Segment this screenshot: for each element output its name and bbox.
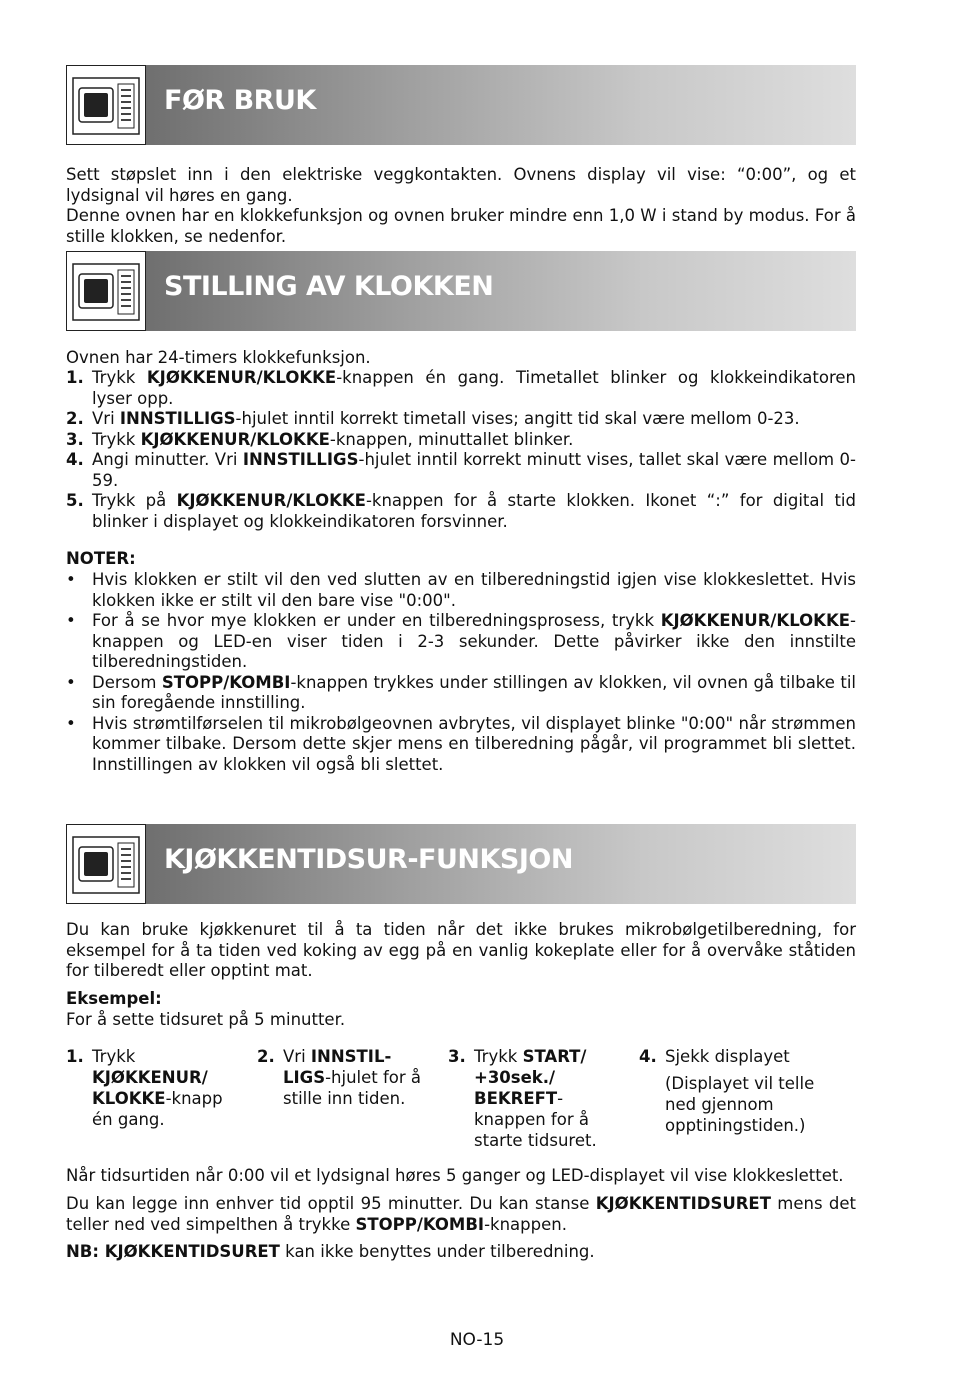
example-text: For å sette tidsuret på 5 minutter. — [66, 1010, 346, 1029]
timer-step: 1. Trykk KJØKKENUR/ KLOKKE-knapp én gang. — [66, 1047, 223, 1129]
microwave-icon — [66, 65, 146, 145]
list-item: 2. Vri INNSTILLIGS-hjulet inntil korrekt timetall vises; angitt tid skal være mellom 0-23. — [66, 409, 800, 428]
list-item: • Hvis strømtilførselen til mikrobølgeovnen avbrytes, vil displayet blinke "0:00" når strømmen kommer tilbake. Dersom dette skjer mens en tilberedning pågår, vil programmet bli slettet. Innstillingen av klokken vil også bli slettet. — [66, 713, 856, 774]
section-title: STILLING AV KLOKKEN — [164, 271, 494, 302]
paragraph: Sett støpslet inn i den elektriske veggkontakten. Ovnens display vil vise: “0:00”, og et lydsignal vil høres en gang. — [66, 165, 856, 205]
timer-stop-text: Du kan legge inn enhver tid opptil 95 minutter. Du kan stanse KJØKKENTIDSURET mens det teller ned ved simpelthen å trykke STOPP/KOMBI-knappen. — [66, 1194, 856, 1234]
before-use-text — [66, 165, 856, 247]
list-item: • Dersom STOPP/KOMBI-knappen trykkes under stillingen av klokken, vil ovnen gå tilbake til sin foregående innstilling. — [66, 672, 857, 712]
section-banner-timer — [66, 824, 856, 904]
list-item: • For å se hvor mye klokken er under en tilberedningsprosess, trykk KJØKKENUR/KLOKKE-knappen og LED-en viser tiden i 2-3 sekunder. Dette påvirker ikke den innstilte tilberedningstiden. — [66, 611, 856, 671]
section-title: FØR BRUK — [164, 85, 316, 116]
list-item: 1. Trykk KJØKKENUR/KLOKKE-knappen én gang. Timetallet blinker og klokkeindikatoren lyser opp. — [66, 368, 856, 408]
section-banner-clock — [66, 251, 856, 331]
notes-list — [66, 570, 856, 775]
timer-step: 3. Trykk START/ +30sek./ BEKREFT-knappen for å starte tidsuret. — [448, 1047, 597, 1150]
list-item: 4. Angi minutter. Vri INNSTILLIGS-hjulet inntil korrekt minutt vises, tallet skal være mellom 0-59. — [66, 450, 856, 490]
list-item: 3. Trykk KJØKKENUR/KLOKKE-knappen, minuttallet blinker. — [66, 429, 574, 449]
section-banner-before-use — [66, 65, 856, 145]
example-heading: Eksempel: — [66, 989, 162, 1008]
timer-intro: Du kan bruke kjøkkenuret til å ta tiden når det ikke brukes mikrobølgetilberedning, for eksempel for å ta tiden ved koking av egg på en vanlig kokeplate eller for å overvåke ståtiden for tilberedt eller opptint mat. — [66, 920, 856, 980]
timer-nb-text: NB: KJØKKENTIDSURET kan ikke benyttes under tilberedning. — [66, 1242, 595, 1261]
notes-heading: NOTER: — [66, 549, 136, 568]
list-item: • Hvis klokken er stilt vil den ved slutten av en tilberedningstid igjen vise klokkeslettet. Hvis klokken ikke er stilt vil den bare vise "0:00". — [66, 570, 856, 610]
clock-steps — [66, 368, 856, 532]
paragraph: Denne ovnen har en klokkefunksjon og ovnen bruker mindre enn 1,0 W i stand by modus. For å stille klokken, se nedenfor. — [66, 206, 856, 246]
list-item: 5. Trykk på KJØKKENUR/KLOKKE-knappen for å starte klokken. Ikonet “:” for digital tid blinker i displayet og klokkeindikatoren forsvinner. — [66, 491, 856, 531]
microwave-icon — [66, 251, 146, 331]
clock-intro: Ovnen har 24-timers klokkefunksjon. — [66, 348, 371, 367]
timer-steps — [66, 1046, 856, 1156]
section-title: KJØKKENTIDSUR-FUNKSJON — [164, 844, 573, 875]
timer-step: 2. Vri INNSTIL-LIGS-hjulet for å stille inn tiden. — [257, 1047, 422, 1108]
microwave-icon — [66, 824, 146, 904]
page-number: NO-15 — [449, 1330, 505, 1350]
timer-step: 4. Sjekk displayet (Displayet vil telle ned gjennom opptiningstiden.) — [639, 1047, 815, 1135]
timer-end-text: Når tidsurtiden når 0:00 vil et lydsignal høres 5 ganger og LED-displayet vil vise klokkeslettet. — [66, 1166, 844, 1185]
